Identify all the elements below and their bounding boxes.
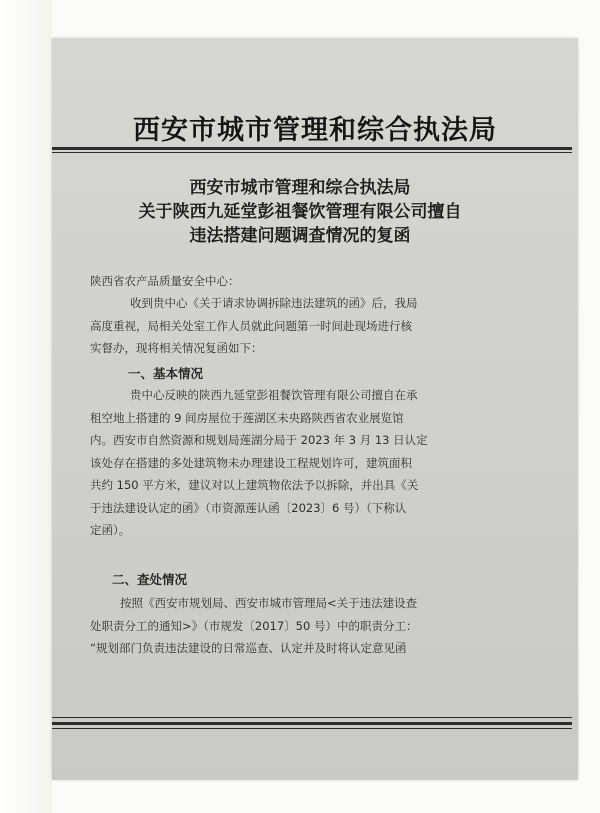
paragraph-line: 定函）。 <box>90 523 131 537</box>
paragraph-line: “规划部门负责违法建设的日常巡查、认定并及时将认定意见函 <box>90 641 407 655</box>
paragraph-line: 该处存在搭建的多处建筑物未办理建设工程规划许可，建筑面积 <box>90 455 412 470</box>
paragraph-line: 于违法建设认定的函》（市资源莲认函〔2023〕6 号）（下称认 <box>90 500 407 515</box>
paragraph-line: 按照《西安市规划局、西安市城市管理局<关于违法建设查 <box>120 596 418 610</box>
masthead-title: 西安市城市管理和综合执法局 <box>133 115 497 146</box>
intro-paragraph <box>90 292 510 360</box>
masthead-rule-thick <box>52 147 572 150</box>
footer-rule-thin-top <box>52 717 572 718</box>
paragraph-line: 处职责分工的通知>》（市规发〔2017〕50 号）中的职责分工： <box>90 618 418 633</box>
paragraph-line: 租空地上搭建的 9 间房屋位于莲湖区未央路陕西省农业展览馆 <box>90 410 404 425</box>
paragraph-line: 共约 150 平方米，建议对以上建筑物依法予以拆除，并出具《关 <box>90 478 419 492</box>
masthead-rule-thin <box>52 152 572 153</box>
page-margin <box>0 0 52 813</box>
paragraph-line: 贵中心反映的陕西九延堂彭祖餐饮管理有限公司擅自在承 <box>130 388 418 402</box>
footer-rule-thick <box>52 722 572 725</box>
title-line: 违法搭建问题调查情况的复函 <box>189 226 411 246</box>
section-heading-1: 一、基本情况 <box>128 366 204 381</box>
section-heading-2: 二、查处情况 <box>112 572 188 587</box>
recipient-line: 陕西省农产品质量安全中心： <box>90 274 240 288</box>
section2-paragraph <box>90 592 510 660</box>
document-title <box>40 176 560 248</box>
paragraph-line: 实督办，现将相关情况复函如下： <box>90 341 263 355</box>
section1-paragraph <box>90 384 510 542</box>
paragraph-line: 收到贵中心《关于请求协调拆除违法建筑的函》后，我局 <box>130 296 418 310</box>
title-line: 西安市城市管理和综合执法局 <box>189 178 411 198</box>
title-line: 关于陕西九延堂彭祖餐饮管理有限公司擅自 <box>138 202 462 222</box>
paragraph-line: 高度重视，局相关处室工作人员就此问题第一时间赴现场进行核 <box>90 318 412 333</box>
footer-rule-thin-bottom <box>52 728 572 729</box>
paragraph-line: 内。西安市自然资源和规划局莲湖分局于 2023 年 3 月 13 日认定 <box>90 433 428 447</box>
